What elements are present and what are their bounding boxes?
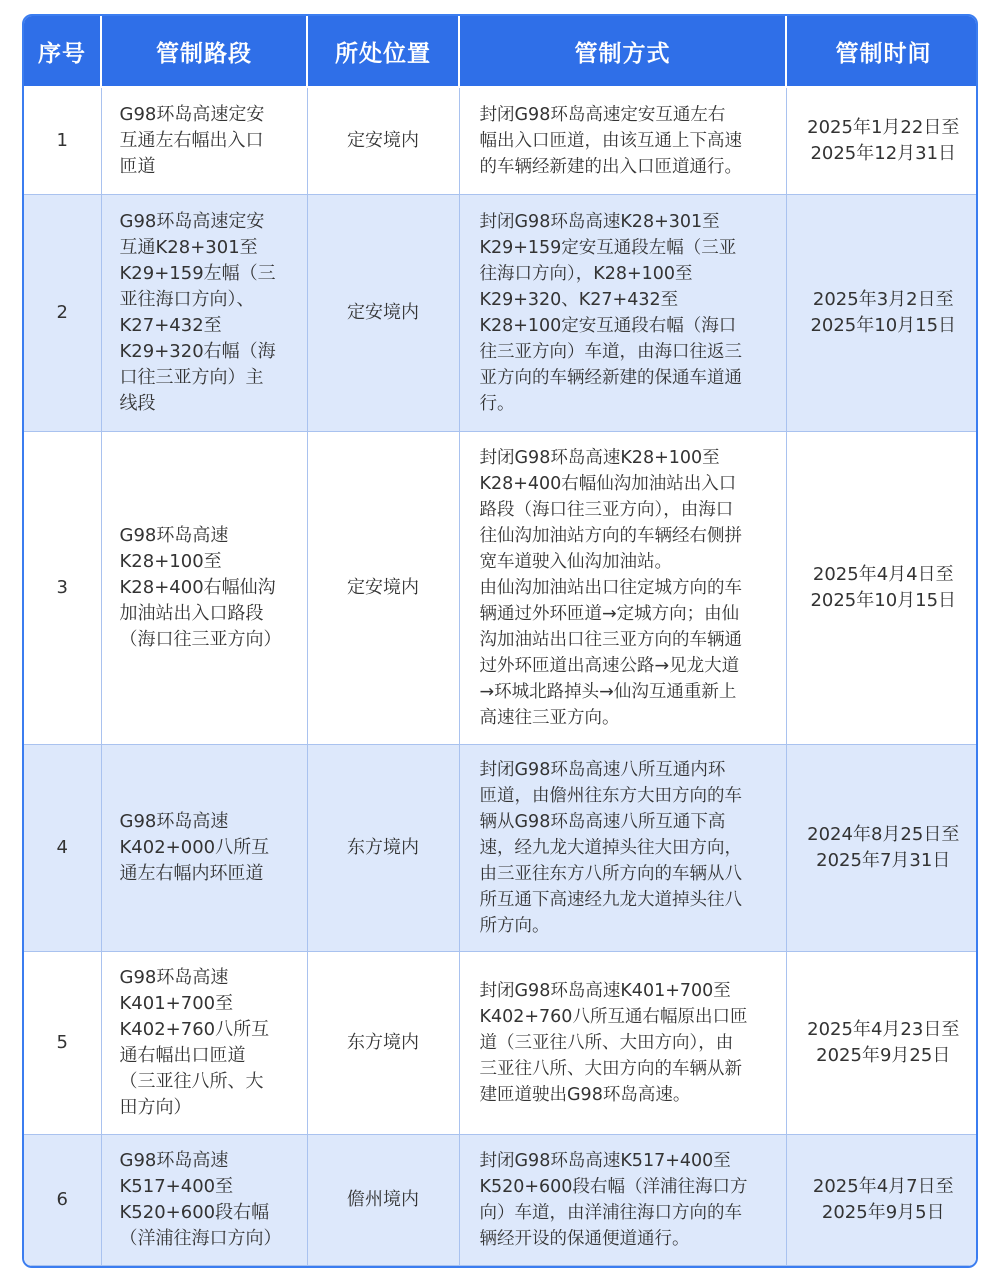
traffic-control-table-frame: [22, 14, 978, 1268]
row-number: 1: [24, 87, 101, 195]
row-location: 儋州境内: [307, 1135, 459, 1266]
row-time-text: 2025年4月7日至 2025年9月5日: [812, 1176, 954, 1224]
table-row: [24, 87, 978, 195]
row-method: [459, 1135, 786, 1266]
row-method-text: 封闭G98环岛高速K28+301至 K29+159定安互通段左幅（三亚 往海口方向），K28+100至 K29+320、K27+432至 K28+100定安互通段右幅（海口 往三亚方向）车道，由海口往返三 亚方向的车辆经新建的保通车道通 行。: [479, 212, 742, 415]
row-segment: [101, 87, 307, 195]
row-number: 2: [24, 195, 101, 432]
row-segment: [101, 195, 307, 432]
row-time-text: 2025年1月22日至 2025年12月31日: [807, 117, 960, 165]
row-method-text: 封闭G98环岛高速K401+700至 K402+760八所互通右幅原出口匝 道（三亚往八所、大田方向），由 三亚往八所、大田方向的车辆从新 建匝道驶出G98环岛高速。: [479, 981, 748, 1106]
row-method-text: 封闭G98环岛高速定安互通左右 幅出入口匝道，由该互通上下高速 的车辆经新建的出入口匝道通行。: [479, 105, 742, 178]
row-location: 定安境内: [307, 432, 459, 745]
row-number: 4: [24, 745, 101, 952]
row-number: 6: [24, 1135, 101, 1266]
row-method-text: 封闭G98环岛高速K517+400至 K520+600段右幅（洋浦往海口方 向）车道，由洋浦往海口方向的车 辆经开设的保通便道通行。: [479, 1151, 748, 1250]
table-header-row: [24, 16, 978, 87]
row-time: [786, 87, 978, 195]
header-location: 所处位置: [307, 16, 459, 87]
row-time-text: 2025年4月4日至 2025年10月15日: [810, 564, 957, 612]
row-method: [459, 87, 786, 195]
header-control-method: 管制方式: [459, 16, 786, 87]
row-location: 定安境内: [307, 195, 459, 432]
row-segment: [101, 1135, 307, 1266]
table-row: [24, 1135, 978, 1266]
row-number: 3: [24, 432, 101, 745]
row-segment-text: G98环岛高速 K517+400至 K520+600段右幅 （洋浦往海口方向）: [119, 1150, 282, 1250]
row-location: 定安境内: [307, 87, 459, 195]
row-method: [459, 432, 786, 745]
table-row: [24, 195, 978, 432]
row-method: [459, 195, 786, 432]
row-location: 东方境内: [307, 952, 459, 1135]
row-time: [786, 952, 978, 1135]
table-row: [24, 432, 978, 745]
row-time-text: 2024年8月25日至 2025年7月31日: [807, 824, 960, 872]
header-serial-number: 序号: [24, 16, 101, 87]
row-segment: [101, 745, 307, 952]
row-segment-text: G98环岛高速 K402+000八所互 通左右幅内环匝道: [119, 811, 270, 885]
row-method: [459, 745, 786, 952]
row-method: [459, 952, 786, 1135]
row-method-text: 封闭G98环岛高速八所互通内环 匝道，由儋州往东方大田方向的车 辆从G98环岛高速八所互通下高 速，经九龙大道掉头往大田方向， 由三亚往东方八所方向的车辆从八 所互通下高速经九龙大道掉头往八 所方向。: [479, 760, 742, 937]
row-segment: [101, 432, 307, 745]
row-time: [786, 745, 978, 952]
row-time: [786, 1135, 978, 1266]
header-control-segment: 管制路段: [101, 16, 307, 87]
row-number: 5: [24, 952, 101, 1135]
row-time-text: 2025年4月23日至 2025年9月25日: [807, 1019, 960, 1067]
header-control-time: 管制时间: [786, 16, 978, 87]
row-segment: [101, 952, 307, 1135]
row-segment-text: G98环岛高速定安 互通K28+301至 K29+159左幅（三 亚往海口方向）、 K27+432至 K29+320右幅（海 口往三亚方向）主 线段: [119, 211, 276, 415]
row-time-text: 2025年3月2日至 2025年10月15日: [810, 289, 957, 337]
row-time: [786, 195, 978, 432]
row-location: 东方境内: [307, 745, 459, 952]
table-row: [24, 745, 978, 952]
row-segment-text: G98环岛高速 K401+700至 K402+760八所互 通右幅出口匝道 （三亚往八所、大 田方向）: [119, 967, 270, 1119]
row-segment-text: G98环岛高速定安 互通左右幅出入口 匝道: [119, 104, 265, 178]
row-time: [786, 432, 978, 745]
row-segment-text: G98环岛高速 K28+100至 K28+400右幅仙沟 加油站出入口路段 （海口往三亚方向）: [119, 525, 282, 651]
table-row: [24, 952, 978, 1135]
traffic-control-table: [24, 16, 978, 1266]
row-method-text: 封闭G98环岛高速K28+100至 K28+400右幅仙沟加油站出入口 路段（海口往三亚方向），由海口 往仙沟加油站方向的车辆经右侧拼 宽车道驶入仙沟加油站。 由仙沟加油站出口往定城方向的车 辆通过外环匝道→定城方向；由仙 沟加油站出口往三亚方向的车辆通 过外环匝道出高速公路→见龙大道 →环城北路掉头→仙沟互通重新上 高速往三亚方向。: [479, 448, 742, 729]
